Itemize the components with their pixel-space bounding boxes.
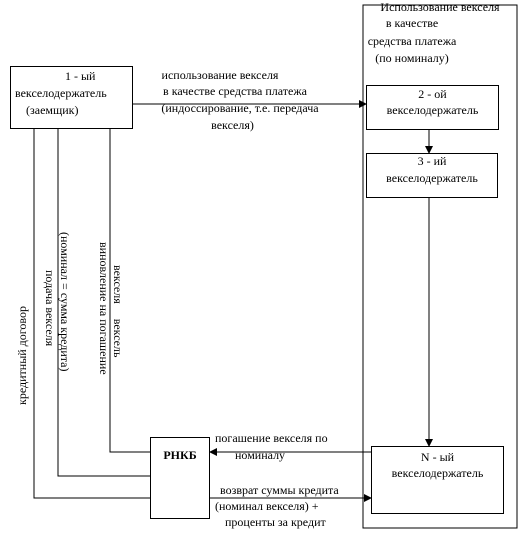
holder-n-box (371, 446, 504, 514)
holder-3-role: векселодержатель (386, 171, 478, 185)
holder-1-number: 1 - ый (65, 69, 96, 83)
edge-label-endorse-3: (индоссирование, т.е. передача (161, 101, 319, 115)
edge-label-redemption-1: погашение векселя по (215, 431, 328, 445)
edge-label-redemption-2: номиналу (235, 448, 286, 462)
edge-label-endorse-4: векселя) (211, 118, 254, 132)
holder-3-number: 3 - ий (417, 154, 447, 168)
edge-label-endorse-1: использование векселя (161, 68, 279, 82)
region-title-2: в качестве (385, 16, 439, 30)
edge-label-issue-2: (номинал = сумма кредита) (58, 232, 72, 372)
edge-label-repayment-2: (номинал векселя) + (215, 499, 319, 513)
region-title-1: Использование векселя (380, 0, 500, 14)
holder-2-role: векселодержатель (386, 103, 479, 117)
edge-label-claim-1: виновление на погашение (97, 242, 111, 375)
region-title-4: (по номиналу) (375, 51, 449, 65)
edge-label-issue-1: подача векселя (43, 270, 57, 347)
bank-label: РНКБ (163, 448, 197, 462)
holder-n-number: N - ый (420, 450, 455, 464)
holder-1-box (10, 66, 133, 129)
edge-label-repayment-3: проценты за кредит (225, 515, 326, 529)
edge-label-credit: кредитный договор (15, 306, 29, 405)
holder-3-box (366, 153, 498, 198)
region-title-3: средства платежа (367, 34, 457, 48)
edge-label-repayment-1: возврат суммы кредита (220, 483, 339, 497)
holder-2-box (366, 85, 499, 130)
edge-label-endorse-2: в качестве средства платежа (163, 84, 307, 98)
holder-n-role: векселодержатель (391, 466, 484, 480)
holder-1-note: (заемщик) (26, 103, 79, 117)
bank-box (150, 437, 210, 519)
holder-2-number: 2 - ой (418, 87, 447, 101)
edge-label-claim-2: векселя вексель (111, 265, 125, 358)
holder-1-role: векселодержатель (15, 86, 107, 100)
